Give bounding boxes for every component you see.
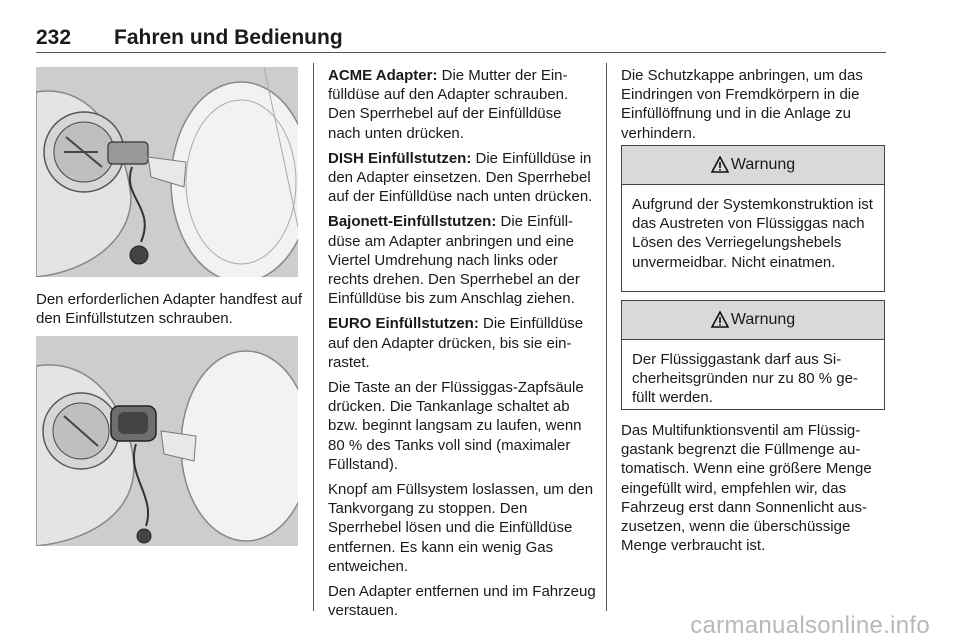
- page-title: Fahren und Bedienung: [114, 26, 343, 49]
- euro-text: Die Einfülldüse auf den Adapter drücken, bis sie einrastet.: [328, 315, 584, 371]
- protective-cap-paragraph: Die Schutzkappe anbringen, um das Eindringen von Fremdkörpern in die Einfüllöffnung und in die Anlage zu verhindern.: [621, 67, 863, 142]
- right-outro: [621, 421, 889, 561]
- page-number: 232: [36, 26, 72, 49]
- warning-header-1: [622, 146, 884, 185]
- warning-title-1: Warnung: [730, 156, 796, 173]
- warning-text-1: Aufgrund der Systemkonstruktion ist das Austreten von Flüssiggas nach Lösen des Verriegelungshebels unvermeidbar. Nicht einatmen.: [632, 196, 873, 271]
- acme-label: ACME Adapter:: [328, 67, 438, 84]
- bajonett-paragraph: [328, 212, 596, 308]
- bajonett-text: Die Einfülldüse am Adapter anbringen und eine Viertel Umdrehung nach links oder rechts drehen. Den Sperrhebel an der Einfülldüse bis zum Anschlag ziehen.: [328, 213, 580, 308]
- dish-label: DISH Einfüllstutzen:: [328, 149, 472, 167]
- dish-paragraph: [328, 149, 596, 207]
- column-divider-1: [313, 63, 314, 611]
- caption-text: Den erforderlichen Adapter handfest auf den Einfüllstutzen schrauben.: [36, 291, 303, 328]
- stow-adapter-paragraph: Den Adapter entfernen und im Fahrzeug verstauen.: [328, 583, 596, 620]
- dish-text: Die Einfülldüse in den Adapter einsetzen. Den Sperrhebel auf der Einfülldüse nach unten drücken.: [328, 149, 593, 206]
- warning-triangle-icon: [711, 156, 729, 174]
- multifunction-valve-paragraph: Das Multifunktionsventil am Flüssiggastank begrenzt die Füllmenge automatisch. Wenn eine größere Menge eingefüllt wird, empfehlen wir, das Fahrzeug erst dann Sonnenlicht auszusetzen, wenn die überschüssige Menge verbraucht ist.: [621, 422, 872, 555]
- warning-triangle-icon: [711, 311, 729, 329]
- illustration-fuel-cap-open: [36, 67, 298, 277]
- warning-box-2: [621, 300, 885, 410]
- middle-column: [328, 66, 596, 626]
- warning-text-2: Der Flüssiggastank darf aus Sicherheitsgründen nur zu 80 % gefüllt werden.: [632, 351, 858, 407]
- euro-label: EURO Einfüllstutzen:: [328, 315, 479, 333]
- header-rule: [36, 52, 886, 53]
- acme-text: Die Mutter der Einfülldüse auf den Adapter schrauben. Den Sperrhebel auf der Einfülldüse nach unten drücken.: [328, 67, 569, 142]
- release-paragraph: Knopf am Füllsystem loslassen, um den Tankvorgang zu stoppen. Den Sperrhebel lösen und die Einfülldüse entfernen. Es kann ein wenig Gas entweichen.: [328, 481, 594, 575]
- column-divider-2: [606, 63, 607, 611]
- acme-paragraph: [328, 66, 596, 143]
- warning-title-2: Warnung: [730, 311, 796, 328]
- warning-box-1: [621, 145, 885, 292]
- warning-header-2: [622, 301, 884, 340]
- right-intro: [621, 66, 889, 149]
- left-caption: [36, 290, 304, 334]
- page-header: [36, 26, 886, 52]
- euro-paragraph: [328, 314, 596, 372]
- illustration-adapter-mounted: [36, 336, 298, 546]
- pump-button-paragraph: Die Taste an der Flüssiggas-Zapfsäule drücken. Die Tankanlage schaltet ab bzw. beginnt langsam zu laufen, wenn 80 % des Tanks voll sind (maximaler Füllstand).: [328, 379, 584, 473]
- watermark: carmanualsonline.info: [690, 612, 930, 639]
- bajonett-label: Bajonett-Einfüllstutzen:: [328, 213, 497, 231]
